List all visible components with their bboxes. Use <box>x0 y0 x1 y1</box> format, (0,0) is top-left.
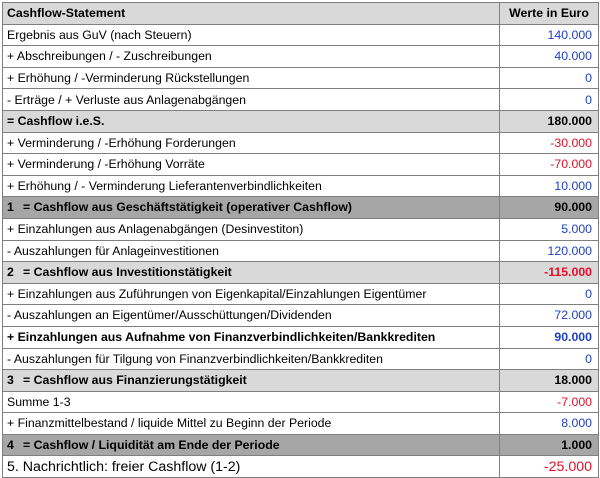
row-value-cell[interactable] <box>500 370 599 392</box>
row-value: 18.000 <box>554 373 592 388</box>
row-value: -70.000 <box>550 157 592 172</box>
row-value: -7.000 <box>557 394 592 409</box>
table-row <box>3 391 599 413</box>
row-value-cell[interactable] <box>500 89 599 111</box>
row-label: + Einzahlungen aus Zuführungen von Eigenkapital/Einzahlungen Eigentümer <box>7 286 427 301</box>
row-label-cell[interactable] <box>3 197 500 219</box>
row-label-cell[interactable] <box>3 456 500 478</box>
table-row <box>3 305 599 327</box>
table-row <box>3 348 599 370</box>
row-value: 0 <box>585 351 592 366</box>
row-label: Summe 1-3 <box>7 394 71 409</box>
subtotal-row <box>3 262 599 284</box>
row-label-cell[interactable] <box>3 89 500 111</box>
header-value-column-cell[interactable] <box>500 3 599 25</box>
row-label: 5. Nachrichtlich: freier Cashflow (1-2) <box>7 458 241 475</box>
row-value: 90.000 <box>554 330 592 345</box>
row-label-cell[interactable] <box>3 24 500 46</box>
free-cashflow-row <box>3 456 599 478</box>
row-label-cell[interactable] <box>3 240 500 262</box>
row-value: 0 <box>585 70 592 85</box>
row-label: + Verminderung / -Erhöhung Vorräte <box>7 157 205 172</box>
row-label-cell[interactable] <box>3 413 500 435</box>
row-number: 3 <box>7 373 14 388</box>
row-label-cell[interactable] <box>3 370 500 392</box>
row-label-cell[interactable] <box>3 305 500 327</box>
row-value: 140.000 <box>547 27 592 42</box>
row-label: + Erhöhung / -Verminderung Rückstellungen <box>7 70 250 85</box>
row-value: 1.000 <box>561 438 592 453</box>
table-row <box>3 175 599 197</box>
row-label-cell[interactable] <box>3 132 500 154</box>
row-value: 120.000 <box>547 243 592 258</box>
table-row <box>3 89 599 111</box>
row-value: 8.000 <box>561 416 592 431</box>
row-value-cell[interactable] <box>500 391 599 413</box>
row-value: 5.000 <box>561 222 592 237</box>
table-row <box>3 24 599 46</box>
row-value: 40.000 <box>554 49 592 64</box>
row-label-cell[interactable] <box>3 434 500 456</box>
row-value-cell[interactable] <box>500 46 599 68</box>
row-value: 0 <box>585 286 592 301</box>
row-value-cell[interactable] <box>500 305 599 327</box>
row-label-cell[interactable] <box>3 110 500 132</box>
row-value: 180.000 <box>547 114 592 129</box>
row-label: + Einzahlungen aus Aufnahme von Finanzverbindlichkeiten/Bankkrediten <box>7 330 436 345</box>
row-value-cell[interactable] <box>500 413 599 435</box>
row-value-cell[interactable] <box>500 262 599 284</box>
table-row <box>3 413 599 435</box>
row-label: + Abschreibungen / - Zuschreibungen <box>7 49 212 64</box>
table-row <box>3 46 599 68</box>
row-value-cell[interactable] <box>500 326 599 348</box>
row-value: 72.000 <box>554 308 592 323</box>
row-value-cell[interactable] <box>500 132 599 154</box>
total-row <box>3 434 599 456</box>
row-label: - Auszahlungen für Tilgung von Finanzverbindlichkeiten/Bankkrediten <box>7 351 383 366</box>
row-value: -30.000 <box>550 135 592 150</box>
row-label: + Finanzmittelbestand / liquide Mittel zu Beginn der Periode <box>7 416 332 431</box>
table-row <box>3 218 599 240</box>
row-value-cell[interactable] <box>500 67 599 89</box>
row-value-cell[interactable] <box>500 348 599 370</box>
row-number: 4 <box>7 438 14 453</box>
row-label-cell[interactable] <box>3 218 500 240</box>
row-label: + Erhöhung / - Verminderung Lieferantenverbindlichkeiten <box>7 178 322 193</box>
row-value: 10.000 <box>554 178 592 193</box>
row-value: -115.000 <box>544 265 592 280</box>
row-label-cell[interactable] <box>3 391 500 413</box>
table-row <box>3 132 599 154</box>
row-label: = Cashflow aus Investitionstätigkeit <box>23 265 232 280</box>
row-label: = Cashflow aus Finanzierungstätigkeit <box>23 373 247 388</box>
row-label-cell[interactable] <box>3 326 500 348</box>
row-label: + Einzahlungen aus Anlagenabgängen (Desinvestiton) <box>7 222 304 237</box>
total-row <box>3 197 599 219</box>
row-value: 90.000 <box>554 200 592 215</box>
row-label-cell[interactable] <box>3 262 500 284</box>
row-label: = Cashflow / Liquidität am Ende der Periode <box>23 438 280 453</box>
row-value-cell[interactable] <box>500 197 599 219</box>
row-label: Ergebnis aus GuV (nach Steuern) <box>7 27 192 42</box>
table-row <box>3 67 599 89</box>
row-label: = Cashflow aus Geschäftstätigkeit (operativer Cashflow) <box>23 200 353 215</box>
table-row <box>3 326 599 348</box>
row-label-cell[interactable] <box>3 175 500 197</box>
row-label-cell[interactable] <box>3 46 500 68</box>
row-value-cell[interactable] <box>500 283 599 305</box>
row-value-cell[interactable] <box>500 218 599 240</box>
row-number: 1 <box>7 200 14 215</box>
table-header-row <box>3 3 599 25</box>
row-value: -25.000 <box>543 458 592 475</box>
table-row <box>3 240 599 262</box>
row-value-cell[interactable] <box>500 175 599 197</box>
row-label-cell[interactable] <box>3 154 500 176</box>
row-label-cell[interactable] <box>3 348 500 370</box>
row-value-cell[interactable] <box>500 110 599 132</box>
subtotal-row <box>3 370 599 392</box>
header-value-column: Werte in Euro <box>509 6 589 21</box>
subtotal-row <box>3 110 599 132</box>
row-label: - Auszahlungen an Eigentümer/Ausschüttungen/Dividenden <box>7 308 332 323</box>
row-value-cell[interactable] <box>500 434 599 456</box>
row-label: + Verminderung / -Erhöhung Forderungen <box>7 135 236 150</box>
row-value-cell[interactable] <box>500 240 599 262</box>
row-value: 0 <box>585 92 592 107</box>
row-label: = Cashflow i.e.S. <box>7 114 105 129</box>
row-label: - Auszahlungen für Anlageinvestitionen <box>7 243 219 258</box>
row-label-cell[interactable] <box>3 283 500 305</box>
row-value-cell[interactable] <box>500 456 599 478</box>
table-row <box>3 283 599 305</box>
row-number: 2 <box>7 265 14 280</box>
header-title-cell[interactable] <box>3 3 500 25</box>
row-label-cell[interactable] <box>3 67 500 89</box>
table-row <box>3 154 599 176</box>
row-value-cell[interactable] <box>500 24 599 46</box>
row-label: - Erträge / + Verluste aus Anlagenabgängen <box>7 92 246 107</box>
row-value-cell[interactable] <box>500 154 599 176</box>
cashflow-table <box>2 2 599 478</box>
header-title: Cashflow-Statement <box>7 6 126 21</box>
